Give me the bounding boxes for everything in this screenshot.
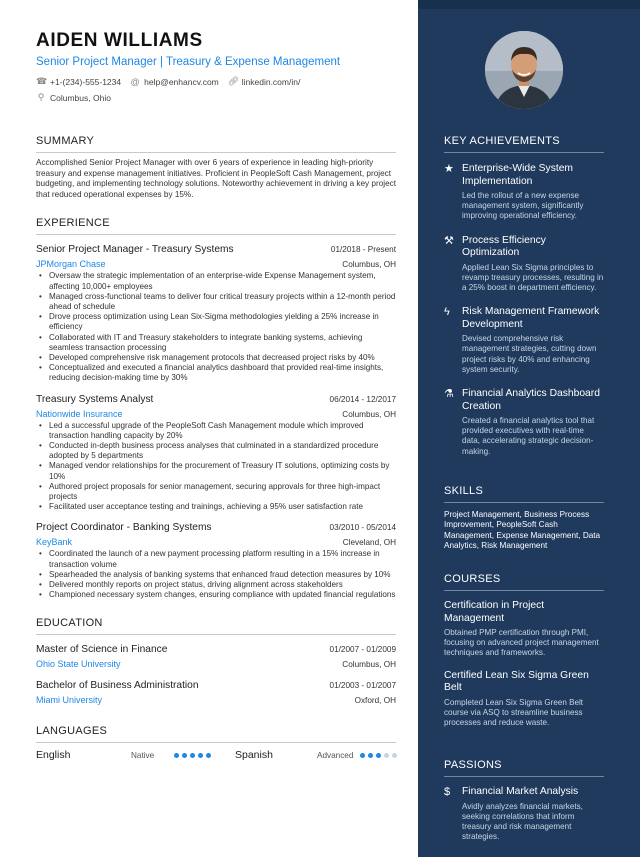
sidebar <box>418 0 640 857</box>
job-bullet: • Facilitated user acceptance testing and trainings, achieving a 95% user satisfaction rate <box>36 502 396 512</box>
job-bullet: • Coordinated the launch of a new payment processing platform resulting in a 15% increase in transaction volume <box>36 549 396 569</box>
link-icon: 🔗︎ <box>227 76 240 86</box>
rating-dot-empty <box>384 753 389 758</box>
language-entry <box>235 749 415 761</box>
achievement-item <box>444 235 604 294</box>
language-name: Spanish <box>235 749 273 762</box>
school-name: Ohio State University <box>36 659 121 670</box>
job-bullet: • Drove process optimization using Lean Six-Sigma methodologies yielding a 25% increase in efficiency <box>36 312 396 332</box>
language-entry <box>36 749 229 761</box>
skills-text: Project Management, Business Process Improvement, PeopleSoft Cash Management, Expense Management, Data Analytics, Risk Management <box>444 510 601 550</box>
contact-phone[interactable] <box>36 76 121 87</box>
achievement-title: Process Efficiency Optimization <box>462 234 546 259</box>
dollar-icon: $ <box>444 786 451 798</box>
degree: Bachelor of Business Administration <box>36 680 199 692</box>
job-bullet: • Developed comprehensive risk management protocols that decreased project risks by 40% <box>36 353 396 363</box>
job-bullet: • Authored project proposals for senior management, securing approvals for three high-impact projects <box>36 482 396 502</box>
achievement-text: Devised comprehensive risk management strategies, cutting down project risks by 40% and enhancing system security. <box>462 334 597 374</box>
courses-section <box>444 573 604 728</box>
contact-location <box>36 92 111 103</box>
passion-item <box>444 786 604 842</box>
rating-dot-empty <box>392 753 397 758</box>
language-rating <box>360 753 415 758</box>
education-heading: EDUCATION <box>36 617 396 635</box>
course-item <box>444 670 604 729</box>
star-icon: ★ <box>444 163 454 175</box>
job-title: Project Coordinator - Banking Systems <box>36 522 212 534</box>
achievement-title: Financial Analytics Dashboard Creation <box>462 388 600 412</box>
job-entry <box>36 244 396 383</box>
profile-photo <box>485 31 563 109</box>
job-bullets <box>36 549 396 600</box>
company-name: JPMorgan Chase <box>36 259 106 270</box>
education-entry <box>36 680 396 705</box>
contact-row <box>36 76 396 87</box>
education-section <box>36 617 396 705</box>
achievement-title: Risk Management Framework Development <box>462 306 600 330</box>
summary-heading: SUMMARY <box>36 135 396 153</box>
languages-section <box>36 725 396 761</box>
candidate-title: Senior Project Manager | Treasury & Expense Management <box>36 56 341 68</box>
rating-dot-filled <box>360 753 365 758</box>
summary-text: Accomplished Senior Project Manager with over 6 years of experience in leading high-priority treasury and expense management initiatives. Proficient in PeopleSoft Cash Management, project budgeting, and implementing technology solutions. Noteworthy achievement in driving a key project that reduced operational expenses by 15%. <box>36 158 397 199</box>
achievement-item <box>444 306 604 375</box>
language-name: English <box>36 749 71 762</box>
location-text: Columbus, Ohio <box>50 92 111 103</box>
phone-icon: ☎ <box>36 76 48 86</box>
contact-linkedin[interactable] <box>228 76 301 87</box>
at-icon: @ <box>130 76 140 87</box>
company-name: KeyBank <box>36 537 73 548</box>
achievement-text: Created a financial analytics tool that provided executives with real-time data, accelerating strategic decision-making. <box>462 416 595 456</box>
experience-heading: EXPERIENCE <box>36 217 396 235</box>
job-title: Treasury Systems Analyst <box>36 393 154 405</box>
rating-dot-filled <box>182 753 187 758</box>
passions-section <box>444 759 604 842</box>
education-dates: 01/2003 - 01/2007 <box>329 681 396 691</box>
achievement-title: Enterprise-Wide System Implementation <box>462 163 574 187</box>
linkedin-text: linkedin.com/in/ <box>241 76 301 87</box>
education-entry <box>36 644 396 669</box>
job-bullets <box>36 421 396 513</box>
job-bullet: • Spearheaded the analysis of banking systems that enhanced fraud detection measures by 10% <box>36 570 396 580</box>
job-bullet: • Collaborated with IT and Treasury stakeholders to integrate banking systems, achieving seamless transaction processing <box>36 333 396 353</box>
email-text: help@enhancv.com <box>144 76 219 87</box>
languages-row <box>36 743 396 761</box>
job-entry <box>36 394 396 513</box>
languages-heading: LANGUAGES <box>36 725 396 743</box>
job-location: Cleveland, OH <box>342 538 396 548</box>
job-bullet: • Managed cross-functional teams to deliver four critical treasury projects within a 12-month period ahead of schedule <box>36 292 396 312</box>
contact-email[interactable] <box>130 77 219 87</box>
school-location: Oxford, OH <box>354 696 396 706</box>
course-item <box>444 600 604 659</box>
rating-dot-filled <box>368 753 373 758</box>
achievement-text: Applied Lean Six Sigma principles to revamp treasury processes, resulting in a 25% boost in department efficiency. <box>462 262 604 293</box>
course-text: Completed Lean Six Sigma Green Belt course via ASQ to streamline business processes and reduce waste. <box>444 697 584 728</box>
job-dates: 01/2018 - Present <box>330 245 396 255</box>
school-name: Miami University <box>36 695 103 706</box>
experience-section <box>36 217 396 600</box>
achievement-text: Led the rollout of a new expense management system, significantly improving operational efficiency. <box>462 191 584 221</box>
job-bullets <box>36 271 396 383</box>
skills-heading: SKILLS <box>444 485 604 503</box>
education-dates: 01/2007 - 01/2009 <box>329 645 396 655</box>
job-dates: 06/2014 - 12/2017 <box>329 394 396 404</box>
candidate-name: AIDEN WILLIAMS <box>36 30 203 51</box>
phone-text: +1-(234)-555-1234 <box>50 76 122 87</box>
achievements-section <box>444 135 604 457</box>
sidebar-top-bar <box>418 0 640 9</box>
passions-heading: PASSIONS <box>444 759 604 777</box>
job-bullet: • Led a successful upgrade of the PeopleSoft Cash Management module which improved transaction handling capacity by 20% <box>36 421 396 441</box>
summary-section <box>36 135 396 200</box>
course-title: Certified Lean Six Sigma Green Belt <box>444 669 589 694</box>
job-bullet: • Conceptualized and executed a financial analytics dashboard that provided real-time insights, reducing decision-making time by 30% <box>36 363 396 383</box>
job-entry <box>36 522 396 600</box>
language-rating <box>174 753 229 758</box>
rating-dot-filled <box>174 753 179 758</box>
course-text: Obtained PMP certification through PMI, focusing on advanced project management techniques and frameworks. <box>444 628 599 658</box>
profile-photo-image <box>485 31 563 109</box>
rating-dot-filled <box>190 753 195 758</box>
achievement-item <box>444 388 604 457</box>
bolt-icon: ϟ <box>444 306 450 319</box>
job-bullet: • Conducted in-depth business process analyses that culminated in a standardized procedure adopted by 5 departments <box>36 441 396 461</box>
skills-section <box>444 485 604 551</box>
job-dates: 03/2010 - 05/2014 <box>329 523 396 533</box>
courses-heading: COURSES <box>444 573 604 591</box>
job-bullet: • Delivered monthly reports on project status, driving alignment across stakeholders <box>36 580 396 590</box>
degree: Master of Science in Finance <box>36 644 168 656</box>
flask-icon: ⚗ <box>444 388 454 401</box>
job-bullet: • Managed vendor relationships for the procurement of Treasury IT solutions, optimizing costs by 10% <box>36 461 396 481</box>
job-title: Senior Project Manager - Treasury Systems <box>36 244 234 256</box>
job-bullet: • Oversaw the strategic implementation of an enterprise-wide Expense Management system, affecting 10,000+ employees <box>36 271 396 291</box>
achievement-item <box>444 163 604 222</box>
rating-dot-filled <box>206 753 211 758</box>
tools-icon: ⚒ <box>444 234 454 247</box>
language-level: Advanced <box>317 750 354 760</box>
location-pin-icon: ⚲ <box>37 92 45 102</box>
passion-title: Financial Market Analysis <box>462 786 579 797</box>
contact-row-location <box>36 92 396 103</box>
job-location: Columbus, OH <box>342 409 396 419</box>
job-bullet: • Championed necessary system changes, ensuring compliance with updated financial regulations <box>36 590 396 600</box>
rating-dot-filled <box>198 753 203 758</box>
school-location: Columbus, OH <box>342 660 396 670</box>
company-name: Nationwide Insurance <box>36 408 123 419</box>
job-location: Columbus, OH <box>342 260 396 270</box>
achievements-heading: KEY ACHIEVEMENTS <box>444 135 604 153</box>
passion-text: Avidly analyzes financial markets, seeking correlations that inform treasury and risk management strategies. <box>462 801 583 842</box>
rating-dot-filled <box>376 753 381 758</box>
language-level: Native <box>131 750 155 760</box>
course-title: Certification in Project Management <box>444 600 545 624</box>
